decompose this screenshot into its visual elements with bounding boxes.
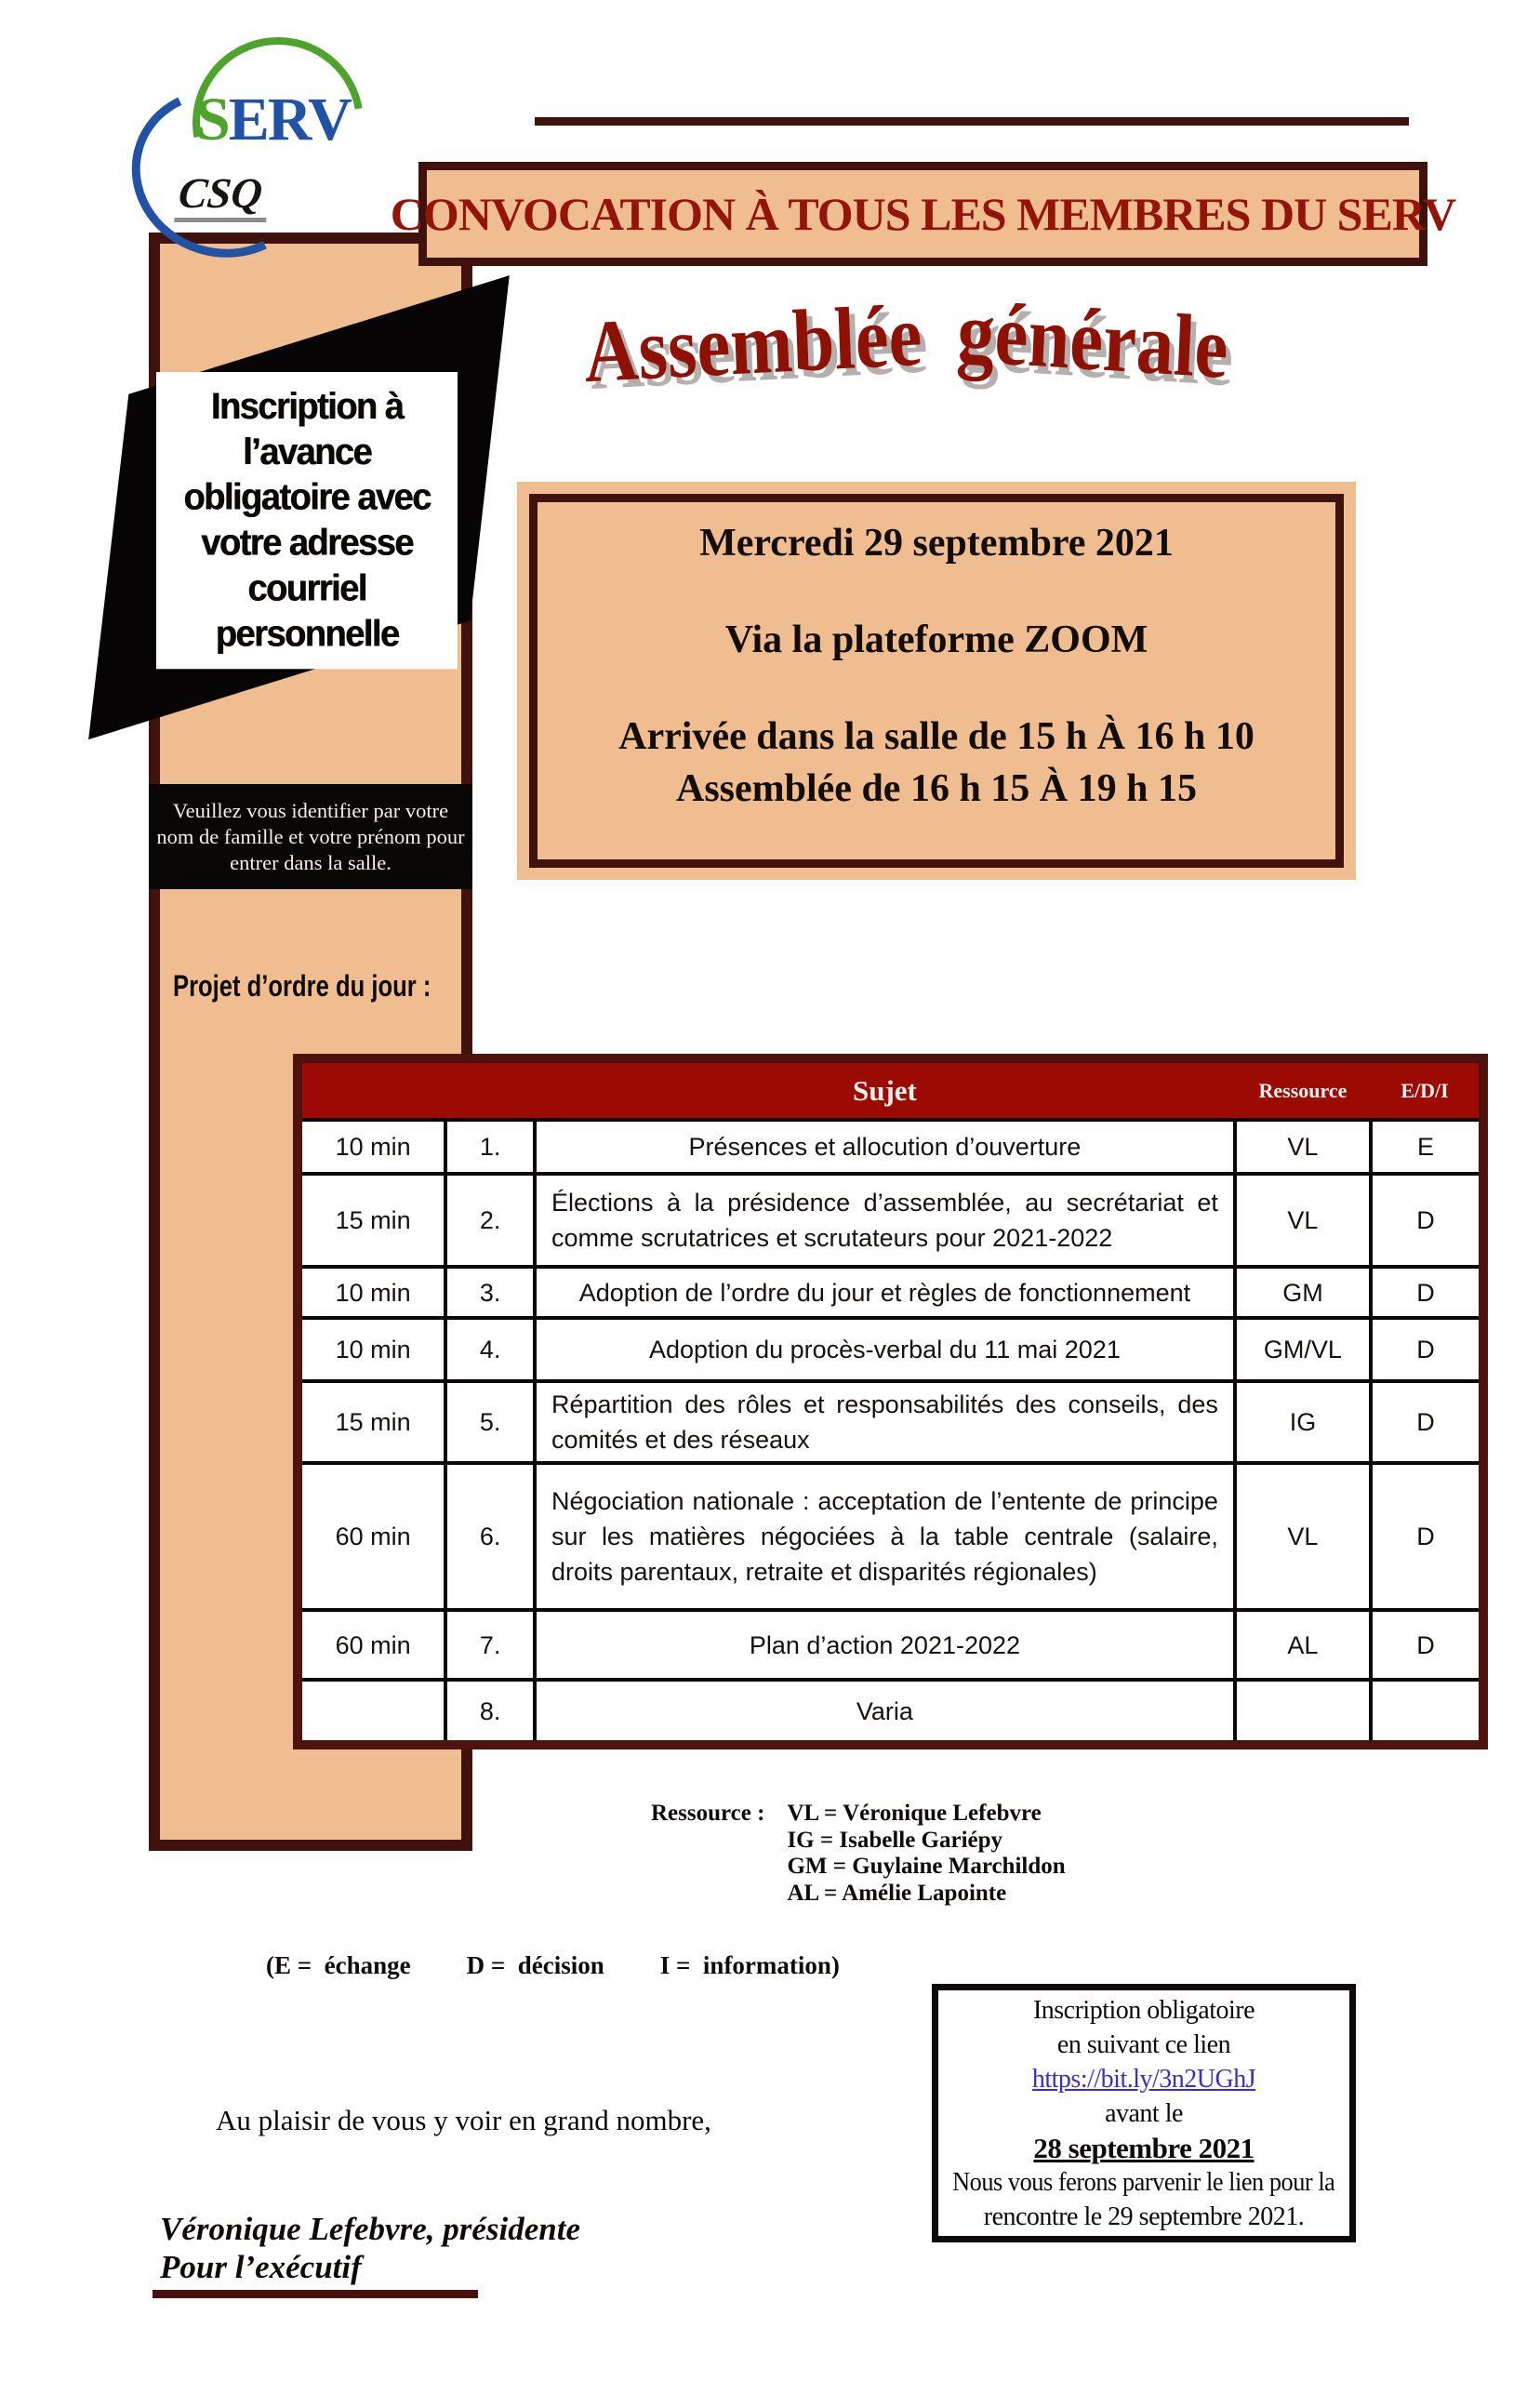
agenda-table-wrap bbox=[293, 1054, 1488, 1749]
cell-time bbox=[298, 1680, 445, 1745]
cell-resource: VL bbox=[1235, 1463, 1371, 1610]
meeting-arrival-time: Arrivée dans la salle de 15 h À 16 h 10 bbox=[618, 715, 1255, 758]
agenda-table bbox=[293, 1054, 1488, 1749]
cell-num: 7. bbox=[445, 1610, 535, 1680]
registration-box bbox=[932, 1984, 1356, 2242]
cell-edi: D bbox=[1371, 1463, 1483, 1610]
cell-edi: D bbox=[1371, 1381, 1483, 1463]
meeting-platform: Via la plateforme ZOOM bbox=[724, 619, 1148, 661]
cell-time: 10 min bbox=[298, 1120, 445, 1174]
cell-subject: Plan d’action 2021-2022 bbox=[535, 1610, 1235, 1680]
cell-subject: Présences et allocution d’ouverture bbox=[535, 1120, 1235, 1174]
closing-line: Au plaisir de vous y voir en grand nombre, bbox=[216, 2104, 711, 2136]
edi-legend bbox=[266, 1951, 840, 1980]
cell-num: 2. bbox=[445, 1174, 535, 1267]
cell-num: 5. bbox=[445, 1381, 535, 1463]
cell-resource bbox=[1235, 1680, 1371, 1745]
cell-time: 60 min bbox=[298, 1610, 445, 1680]
cell-subject: Adoption du procès-verbal du 11 mai 2021 bbox=[535, 1318, 1235, 1381]
meeting-date: Mercredi 29 septembre 2021 bbox=[699, 522, 1174, 565]
header-ressource: Ressource bbox=[1235, 1058, 1371, 1120]
cell-edi: D bbox=[1371, 1174, 1483, 1267]
signature-rule bbox=[153, 2290, 478, 2298]
agenda-header-row bbox=[298, 1058, 1483, 1120]
identify-note bbox=[149, 784, 472, 889]
resource-item: GM = Guylaine Marchildon bbox=[787, 1854, 1066, 1879]
resources-label: Ressource : bbox=[651, 1801, 765, 1826]
cell-time: 10 min bbox=[298, 1267, 445, 1318]
identify-note-text: Veuillez vous identifier par votre nom de famille et votre prénom pour entrer dans la salle. bbox=[156, 798, 465, 874]
table-row bbox=[298, 1174, 1483, 1267]
signature-name: Véronique Lefebvre, présidente bbox=[160, 2211, 580, 2247]
title-banner bbox=[390, 162, 1456, 266]
cell-time: 10 min bbox=[298, 1318, 445, 1381]
logo-serv-erv: ERV bbox=[228, 86, 351, 153]
logo-serv-text bbox=[196, 86, 351, 153]
cell-edi bbox=[1371, 1680, 1483, 1745]
cell-resource: GM/VL bbox=[1235, 1318, 1371, 1381]
cell-time: 60 min bbox=[298, 1463, 445, 1610]
registration-deadline: 28 septembre 2021 bbox=[1033, 2131, 1255, 2164]
legend-item: I = information) bbox=[659, 1951, 840, 1979]
headline-word1: Assemblée bbox=[582, 285, 924, 402]
registration-box-line: Inscription obligatoire bbox=[1032, 1995, 1255, 2025]
table-row bbox=[298, 1463, 1483, 1610]
registration-note bbox=[156, 372, 458, 669]
cell-subject: Négociation nationale : acceptation de l’entente de principe sur les matières négociées à la table centrale (salaire, droits parentaux, retraite et disparités régionales) bbox=[535, 1463, 1235, 1610]
header-num-col bbox=[445, 1058, 535, 1120]
headline-wordart bbox=[582, 282, 1231, 402]
cell-time: 15 min bbox=[298, 1174, 445, 1267]
registration-box-line: en suivant ce lien bbox=[1056, 2029, 1231, 2059]
resources-legend bbox=[651, 1801, 1066, 1907]
cell-subject: Répartition des rôles et responsabilités des conseils, des comités et des réseaux bbox=[535, 1381, 1235, 1463]
table-row bbox=[298, 1318, 1483, 1381]
cell-num: 4. bbox=[445, 1318, 535, 1381]
header-time-col bbox=[298, 1058, 445, 1120]
cell-num: 6. bbox=[445, 1463, 535, 1610]
cell-time: 15 min bbox=[298, 1381, 445, 1463]
table-row bbox=[298, 1120, 1483, 1174]
cell-edi: D bbox=[1371, 1318, 1483, 1381]
registration-box-line: rencontre le 29 septembre 2021. bbox=[983, 2201, 1305, 2231]
legend-item: (E = échange bbox=[266, 1951, 411, 1979]
cell-edi: D bbox=[1371, 1267, 1483, 1318]
cell-num: 3. bbox=[445, 1267, 535, 1318]
registration-note-line: votre adresse bbox=[201, 522, 413, 564]
serv-csq-logo bbox=[126, 35, 386, 245]
logo-serv-s: S bbox=[196, 86, 229, 153]
meeting-info-inner bbox=[529, 494, 1344, 868]
registration-note-line: Inscription à bbox=[210, 386, 404, 427]
table-row bbox=[298, 1381, 1483, 1463]
meeting-assembly-time: Assemblée de 16 h 15 À 19 h 15 bbox=[675, 767, 1197, 810]
header-edi: E/D/I bbox=[1371, 1058, 1483, 1120]
page-title: CONVOCATION À TOUS LES MEMBRES DU SERV bbox=[390, 188, 1456, 240]
resource-item: IG = Isabelle Gariépy bbox=[787, 1827, 1003, 1853]
cell-resource: IG bbox=[1235, 1381, 1371, 1463]
table-row bbox=[298, 1610, 1483, 1680]
registration-note-line: personnelle bbox=[215, 613, 399, 655]
registration-note-line: obligatoire avec bbox=[183, 476, 431, 518]
cell-edi: E bbox=[1371, 1120, 1483, 1174]
cell-subject: Varia bbox=[535, 1680, 1235, 1745]
signature-block bbox=[160, 2210, 580, 2286]
logo-csq-text: CSQ bbox=[174, 171, 272, 222]
top-horizontal-rule bbox=[535, 117, 1409, 126]
table-row bbox=[298, 1680, 1483, 1745]
resources-list bbox=[787, 1801, 1065, 1907]
cell-resource: VL bbox=[1235, 1174, 1371, 1267]
legend-item: D = décision bbox=[466, 1951, 604, 1979]
cell-edi: D bbox=[1371, 1610, 1483, 1680]
cell-resource: AL bbox=[1235, 1610, 1371, 1680]
resource-item: AL = Amélie Lapointe bbox=[787, 1880, 1007, 1906]
registration-box-line: Nous vous ferons parvenir le lien pour la bbox=[952, 2167, 1335, 2197]
cell-num: 8. bbox=[445, 1680, 535, 1745]
cell-subject: Adoption de l’ordre du jour et règles de fonctionnement bbox=[535, 1267, 1235, 1318]
registration-box-line: avant le bbox=[1105, 2098, 1183, 2128]
meeting-info-box bbox=[517, 482, 1356, 880]
table-row bbox=[298, 1267, 1483, 1318]
cell-subject: Élections à la présidence d’assemblée, au secrétariat et comme scrutatrices et scrutateurs pour 2021-2022 bbox=[535, 1174, 1235, 1267]
resource-item: VL = Véronique Lefebvre bbox=[787, 1801, 1042, 1826]
cell-resource: GM bbox=[1235, 1267, 1371, 1318]
agenda-heading: Projet d’ordre du jour : bbox=[173, 969, 431, 1003]
cell-num: 1. bbox=[445, 1120, 535, 1174]
registration-note-line: l’avance bbox=[243, 431, 371, 472]
signature-role: Pour l’exécutif bbox=[160, 2249, 362, 2285]
header-sujet: Sujet bbox=[535, 1058, 1235, 1120]
registration-note-line: courriel bbox=[247, 567, 366, 609]
cell-resource: VL bbox=[1235, 1120, 1371, 1174]
headline-word2: générale bbox=[955, 282, 1231, 397]
registration-link[interactable]: https://bit.ly/3n2UGhJ bbox=[1031, 2064, 1256, 2094]
